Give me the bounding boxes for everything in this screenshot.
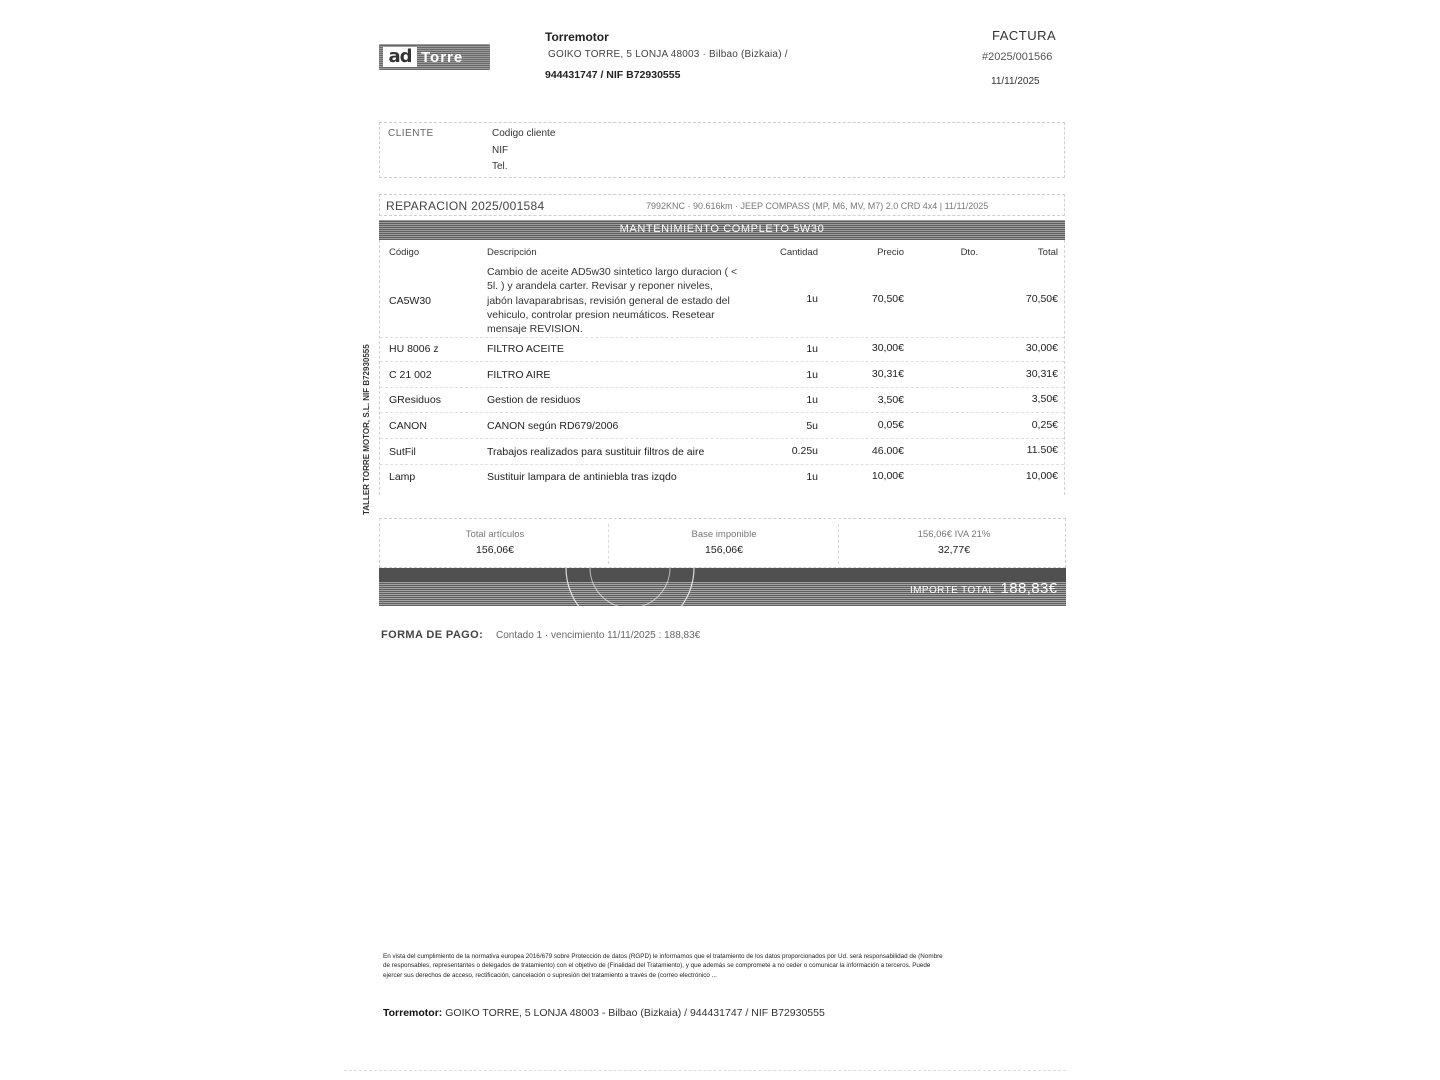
grand-total-label: IMPORTE TOTAL [910,585,995,596]
table-row-code: SutFil [389,446,416,458]
company-address: GOIKO TORRE, 5 LONJA 48003 · Bilbao (Bizkaia) / [548,49,788,60]
col-header-total: Total [1037,247,1058,258]
row-divider [380,438,1064,439]
table-row-description: Cambio de aceite AD5w30 sintetico largo duracion ( < 5l. ) y arandela carter. Revisar y reponer niveles, jabón lavaparabrisas, revisión general de estado del vehiculo, controlar presion neumáticos. Resetear mensaje REVISION. [487,266,738,335]
logo-mark: ad [383,47,417,67]
table-row-quantity: 5u [806,420,818,432]
table-row-total: 30,00€ [1025,342,1058,354]
totals-divider [838,524,839,564]
table-row-code: HU 8006 z [389,343,439,355]
iva-label: 156,06€ IVA 21% [917,529,991,540]
col-header-quantity: Cantidad [779,247,818,258]
total-articles-label: Total artículos [465,529,525,540]
table-row-quantity: 1u [806,343,818,355]
table-row-description: FILTRO ACEITE [487,343,564,355]
footer-company: Torremotor: [383,1007,443,1019]
table-row-price: 30,00€ [871,342,904,354]
grand-total [910,580,1058,597]
table-row-description: Sustituir lampara de antiniebla tras izqdo [487,471,677,483]
table-row-total: 3,50€ [1031,393,1058,405]
stamp-watermark [560,568,700,608]
total-articles-value: 156,06€ [476,544,514,556]
tax-base-label: Base imponible [691,529,757,540]
client-tel-label: Tel. [492,161,508,172]
table-row-description: FILTRO AIRE [487,369,551,381]
bottom-divider [344,1070,1066,1071]
table-row-total: 70,50€ [1025,293,1058,305]
client-nif-label: NIF [492,145,509,156]
vehicle-info: 7992KNC · 90.616km · JEEP COMPASS (MP, M6, MV, M7) 2.0 CRD 4x4 | 11/11/2025 [646,201,989,211]
tax-base-value: 156,06€ [705,544,743,556]
logo-word: Torre [421,48,464,66]
table-row-price: 70,50€ [871,293,904,305]
table-row-price: 10,00€ [871,470,904,482]
grand-total-value: 188,83€ [1000,580,1058,597]
table-row-total: 10,00€ [1025,470,1058,482]
totals-box [379,518,1066,568]
table-row-quantity: 1u [806,471,818,483]
row-divider [380,387,1064,388]
footer [383,1007,825,1019]
company-name: Torremotor [545,30,609,44]
repair-title: REPARACION 2025/001584 [386,199,545,213]
table-row-quantity: 1u [806,394,818,406]
table-row-quantity: 0.25u [791,445,818,457]
client-label: CLIENTE [388,128,434,139]
payment-value: Contado 1 · vencimiento 11/11/2025 : 188,83€ [496,630,701,641]
table-row-code: GResiduos [389,394,441,406]
client-box [379,122,1065,178]
footer-address: GOIKO TORRE, 5 LONJA 48003 - Bilbao (Bizkaia) / 944431747 / NIF B72930555 [445,1007,825,1019]
section-title: MANTENIMIENTO COMPLETO 5W30 [619,223,825,235]
table-row-total: 0,25€ [1031,419,1058,431]
table-row-code: C 21 002 [389,369,432,381]
table-row-price: 30,31€ [871,368,904,380]
invoice-number: #2025/001566 [982,51,1053,63]
row-divider [380,412,1064,413]
table-row-description: Trabajos realizados para sustituir filtros de aire [487,446,705,458]
table-row-total: 30,31€ [1025,368,1058,380]
client-code-label: Codigo cliente [492,128,556,139]
payment-label: FORMA DE PAGO: [381,629,484,641]
table-row-description: Gestion de residuos [487,394,581,406]
table-row-quantity: 1u [806,293,818,305]
table-row-price: 0,05€ [877,419,904,431]
col-header-price: Precio [877,247,904,258]
table-row-description: CANON según RD679/2006 [487,420,619,432]
invoice-date: 11/11/2025 [991,76,1040,87]
table-row-quantity: 1u [806,369,818,381]
totals-divider [608,524,609,564]
iva-value: 32,77€ [937,544,971,556]
row-divider [380,464,1064,465]
legal-notice: En vista del cumplimiento de la normativa europea 2016/679 sobre Protección de datos (RGPD) le informamos que el tratamiento de los datos proporcionados por Ud. será responsabilidad de (Nombre de responsables, representantes o delegados de tratamiento) con el objetivo de (Finalidad del Tratamiento), y que además se compromete a no ceder o comunicar la información a terceros. Puede ejercer sus derechos de acceso, rectificación, cancelación o supresión del tratamiento a través de (correo electrónico ... [383,953,943,979]
col-header-code: Código [389,247,420,258]
row-divider [380,337,1064,338]
table-row-price: 46.00€ [871,445,904,457]
company-logo [379,44,490,70]
col-header-description: Descripción [487,247,537,258]
table-row-code: Lamp [389,471,416,483]
col-header-discount: Dto. [960,247,978,258]
table-row-total: 11.50€ [1026,444,1058,456]
table-row-code: CANON [389,420,427,432]
side-registry-text: TALLER TORRE MOTOR, S.L. NIF B72930555 [362,344,371,515]
company-phone-nif: 944431747 / NIF B72930555 [545,69,681,81]
table-row-code: CA5W30 [389,295,432,307]
invoice-title: FACTURA [992,28,1057,43]
row-divider [380,361,1064,362]
table-row-price: 3,50€ [877,394,904,406]
